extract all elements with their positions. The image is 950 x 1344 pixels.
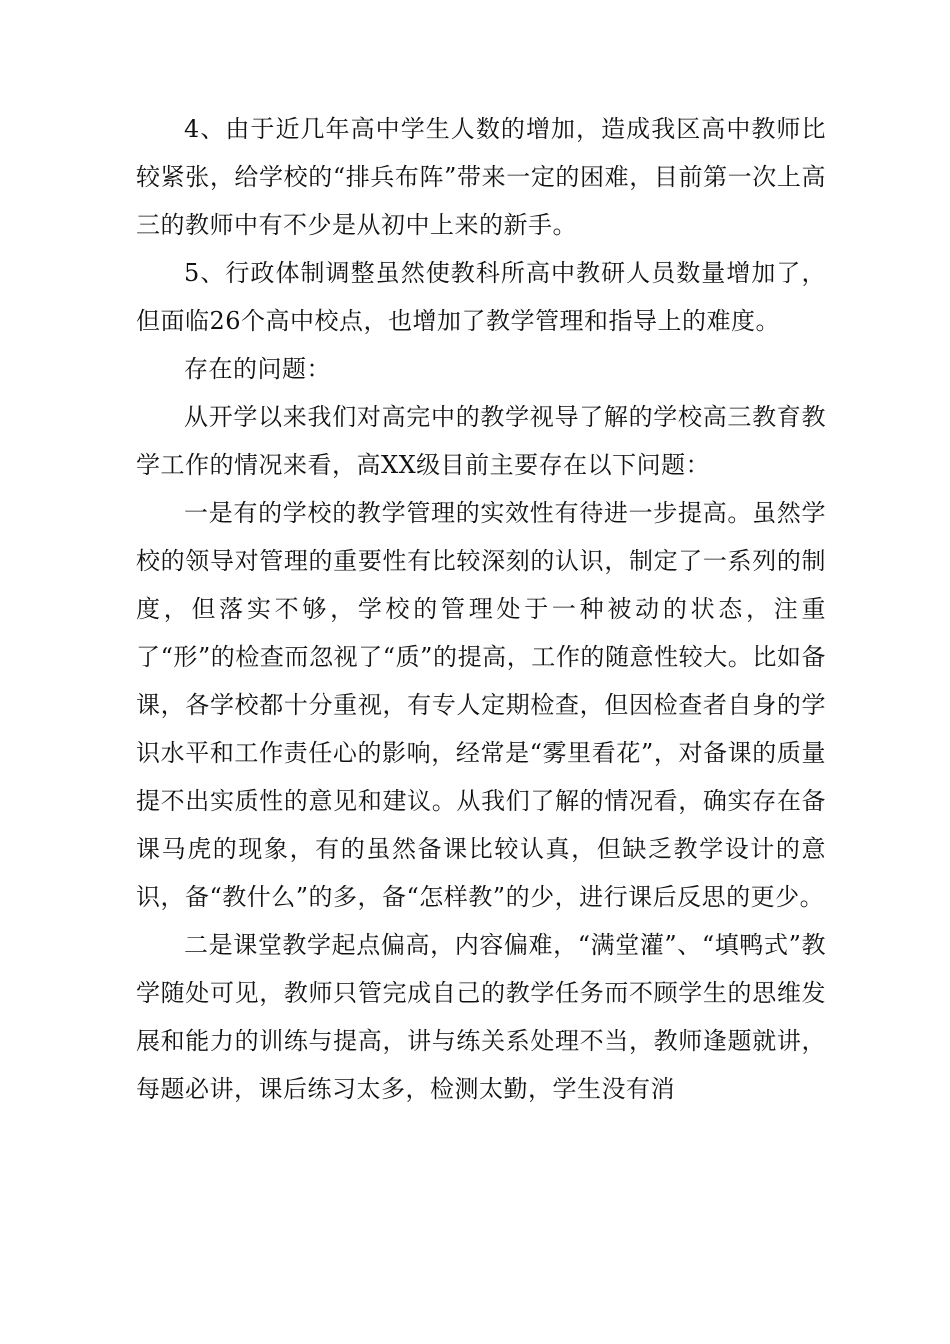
paragraph-point-5: 5、行政体制调整虽然使教科所高中教研人员数量增加了，但面临26个高中校点，也增加了教学管理和指导上的难度。 bbox=[136, 259, 826, 335]
paragraph-point-4: 4、由于近几年高中学生人数的增加，造成我区高中教师比较紧张，给学校的“排兵布阵”带来一定的困难，目前第一次上高三的教师中有不少是从初中上来的新手。 bbox=[136, 115, 826, 239]
paragraph-problem-2: 二是课堂教学起点偏高，内容偏难，“满堂灌”、“填鸭式”教学随处可见，教师只管完成自己的教学任务而不顾学生的思维发展和能力的训练与提高，讲与练关系处理不当，教师逢题就讲，每题必讲，课后练习太多，检测太勤，学生没有消 bbox=[136, 931, 826, 1103]
section-heading-problems: 存在的问题： bbox=[184, 355, 331, 383]
paragraph-intro-problems: 从开学以来我们对高完中的教学视导了解的学校高三教育教学工作的情况来看，高XX级目前主要存在以下问题： bbox=[136, 403, 826, 479]
paragraph-problem-1: 一是有的学校的教学管理的实效性有待进一步提高。虽然学校的领导对管理的重要性有比较深刻的认识，制定了一系列的制度，但落实不够，学校的管理处于一种被动的状态，注重了“形”的检查而忽视了“质”的提高，工作的随意性较大。比如备课，各学校都十分重视，有专人定期检查，但因检查者自身的学识水平和工作责任心的影响，经常是“雾里看花”，对备课的质量提不出实质性的意见和建议。从我们了解的情况看，确实存在备课马虎的现象，有的虽然备课比较认真，但缺乏教学设计的意识，备“教什么”的多，备“怎样教”的少，进行课后反思的更少。 bbox=[136, 499, 826, 911]
document-body bbox=[136, 105, 826, 1113]
